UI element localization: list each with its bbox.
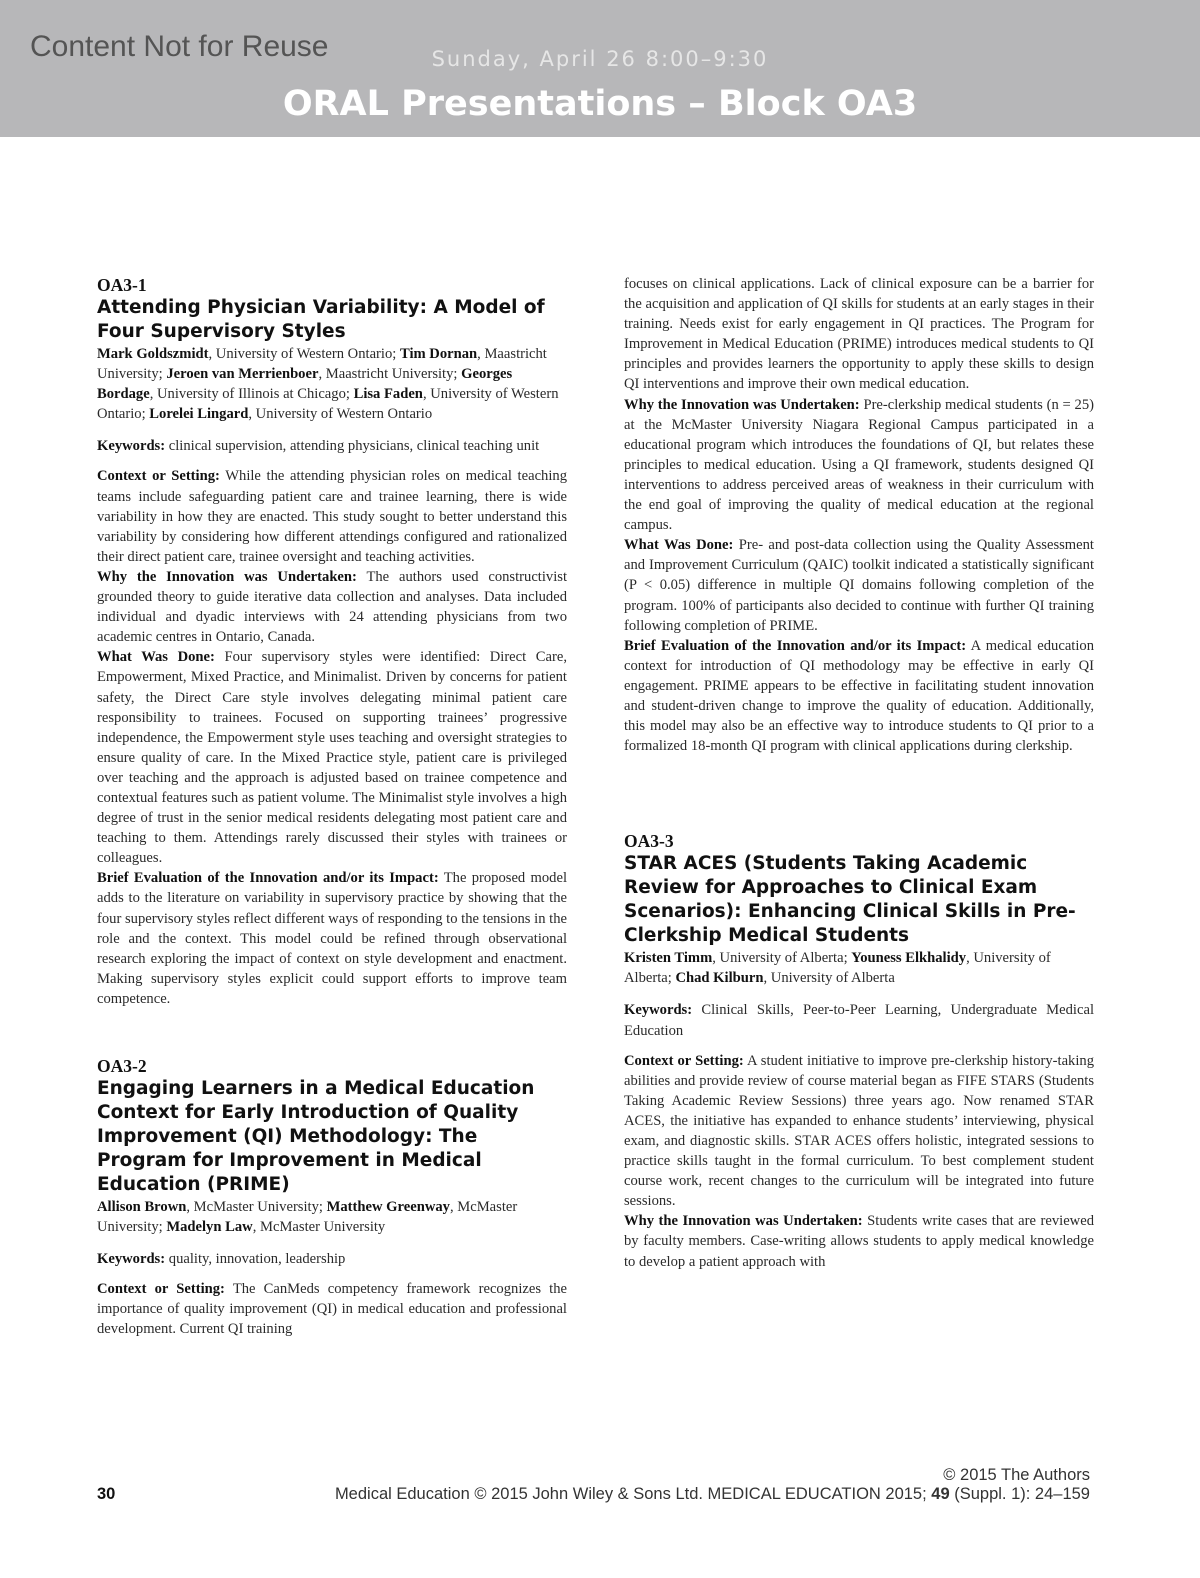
- author-affiliation: , University of Western Ontario;: [208, 346, 400, 362]
- section-label: Why the Innovation was Undertaken:: [97, 568, 357, 585]
- section-text: While the attending physician roles on medical teaching teams include safeguarding patient care and trainee learning, there is wide variability in how they are enacted. This study sought to better understand this variability by considering how different attendings configured and rationalized their direct patient care, trainee oversight and teaching activities.: [97, 468, 567, 565]
- section-text: Pre-clerkship medical students (n = 25) at the McMaster University Niagara Regional Campus participated in a educational program which introduces the foundations of QI, but relates these principles to medical education. Using a QI framework, students designed QI interventions to address perceived areas of weakness in their curriculum with the end goal of improving the quality of medical education at the regional campus.: [624, 396, 1095, 534]
- abstract-oa3-2-continued: [624, 274, 1094, 756]
- footer-volume: 49: [931, 1485, 950, 1503]
- author-affiliation: , University of Western Ontario: [248, 406, 433, 423]
- author-name: Matthew Greenway: [326, 1199, 450, 1215]
- watermark-text: Content Not for Reuse: [30, 30, 329, 63]
- section-text: The CanMeds competency framework recognizes the importance of quality improvement (QI) in medical education and professional development. Current QI training: [97, 1281, 567, 1338]
- keywords-text: Clinical Skills, Peer-to-Peer Learning, Undergraduate Medical Education: [624, 1002, 1094, 1039]
- abstract-oa3-2: [97, 1055, 567, 1340]
- section-label: Context or Setting:: [97, 468, 220, 485]
- keywords-text: quality, innovation, leadership: [168, 1251, 346, 1268]
- left-column: [97, 274, 567, 1340]
- keywords: [97, 436, 567, 456]
- section-text: The proposed model adds to the literature on variability in supervisory practice by showing that the four supervisory styles reflect different ways of responding to the tensions in the role and the context. This model could be refined through observational research exploring the impact of context on style development and enactment. Making supervisory styles explicit could support efforts to improve team competence.: [97, 870, 567, 1007]
- section-label: Context or Setting:: [97, 1281, 225, 1298]
- section-label: Brief Evaluation of the Innovation and/or its Impact:: [624, 637, 967, 654]
- section-text: Four supervisory styles were identified: Direct Care, Empowerment, Mixed Practice, and Minimalist. Driven by concerns for patient safety, the Direct Care style involves delegating minimal patient care responsibility to trainees. Focused on supporting trainees’ progressive independence, the Empowerment style uses teaching and oversight strategies to ensure quality of care. In the Mixed Practice style, patient care is privileged over teaching and the approach is adjusted based on trainee competence and contextual features such as patient volume. The Minimalist style involves a high degree of trust in the senior medical residents delegating most patient care and teaching to them. Attendings rarely discussed their styles with trainees or colleagues.: [97, 649, 567, 867]
- author-name: Tim Dornan: [399, 346, 478, 362]
- abstract-title: Engaging Learners in a Medical Education Context for Early Introduction of Quality Improvement (QI) Methodology: The Program for Improvement in Medical Education (PRIME): [97, 1078, 535, 1195]
- author-affiliation: , University of Illinois at Chicago;: [149, 386, 354, 403]
- author-affiliation: , Maastricht University;: [318, 366, 462, 383]
- section-context: [97, 1279, 567, 1339]
- author-affiliation: , University of Alberta: [763, 970, 895, 987]
- footer-pages: (Suppl. 1): 24–159: [949, 1485, 1090, 1503]
- footer-copyright-authors: © 2015 The Authors: [943, 1466, 1090, 1484]
- abstract-title: STAR ACES (Students Taking Academic Review for Approaches to Clinical Exam Scenarios): Enhancing Clinical Skills in Pre-Clerkship Medical Students: [624, 853, 1076, 947]
- abstract-id: OA3-1: [97, 275, 147, 295]
- section-label: What Was Done:: [97, 649, 215, 666]
- section-text: Pre- and post-data collection using the Quality Assessment and Improvement Curriculum (QAIC) toolkit indicated a statistically significant (P < 0.05) difference in multiple QI domains following completion of the program. 100% of participants also decided to continue with further QI training following completion of PRIME.: [624, 537, 1094, 634]
- header-banner: [0, 0, 1200, 137]
- section-evaluation: [97, 868, 567, 1009]
- keywords-label: Keywords:: [97, 438, 166, 455]
- section-context: [624, 1051, 1094, 1212]
- abstract-title: Attending Physician Variability: A Model of Four Supervisory Styles: [97, 297, 545, 342]
- author-name: Allison Brown: [97, 1199, 187, 1215]
- section-text: The authors used constructivist grounded theory to guide iterative data collection and analyses. Data included individual and dyadic interviews with 24 attending physicians from two academic centres in Ontario, Canada.: [97, 568, 567, 646]
- author-list: [624, 948, 1094, 988]
- author-affiliation: , McMaster University: [252, 1219, 386, 1236]
- footer-citation: [335, 1485, 1090, 1504]
- author-name: Youness Elkhalidy: [851, 950, 967, 967]
- keywords-text: clinical supervision, attending physicians, clinical teaching unit: [168, 438, 540, 455]
- author-affiliation: , University of Alberta;: [712, 950, 852, 967]
- section-label: Why the Innovation was Undertaken:: [624, 396, 860, 413]
- author-affiliation: , University of Western Ontario;: [97, 386, 559, 423]
- abstract-oa3-3: [624, 830, 1094, 1271]
- author-list: [97, 344, 567, 424]
- abstract-id: OA3-3: [624, 831, 674, 852]
- section-text: Students write cases that are reviewed by faculty members. Case-writing allows students to apply medical knowledge to develop a patient approach with: [624, 1213, 1094, 1270]
- section-what: [624, 535, 1094, 635]
- author-name: Lorelei Lingard: [149, 406, 249, 423]
- author-name: Chad Kilburn: [675, 970, 764, 987]
- section-label: Why the Innovation was Undertaken:: [624, 1213, 863, 1230]
- section-evaluation: [624, 636, 1094, 757]
- keywords-label: Keywords:: [97, 1251, 166, 1268]
- author-affiliation: , McMaster University;: [186, 1199, 327, 1215]
- section-label: Context or Setting:: [624, 1052, 744, 1069]
- section-text: A medical education context for introduction of QI methodology may be effective in early QI engagement. PRIME appears to be effective in facilitating student innovation and student-driven change to improve the quality of education. Additionally, this model may also be an effective way to introduce students to QI prior to a formalized 18-month QI program with clinical applications during clerkship.: [624, 637, 1094, 755]
- author-name: Mark Goldszmidt: [97, 346, 209, 362]
- right-column: [624, 274, 1094, 1272]
- page-title: ORAL Presentations – Block OA3: [282, 84, 918, 124]
- section-text: focuses on clinical applications. Lack of clinical exposure can be a barrier for the acquisition and application of QI skills for students at an early stages in their training. Needs exist for early engagement in QI practices. The Program for Improvement in Medical Education (PRIME) introduces medical students to QI principles and provides learners the opportunity to apply these skills to design QI interventions and improve their own medical education.: [624, 276, 1094, 393]
- author-affiliation: , McMaster University;: [97, 1199, 518, 1236]
- keywords-label: Keywords:: [624, 1002, 693, 1019]
- keywords: [624, 1000, 1094, 1040]
- section-why: [624, 395, 1094, 536]
- abstract-oa3-1: [97, 274, 567, 1009]
- section-what: [97, 647, 567, 868]
- section-label: Brief Evaluation of the Innovation and/or its Impact:: [97, 870, 439, 887]
- author-name: Kristen Timm: [624, 950, 713, 967]
- section-context: [97, 466, 567, 566]
- author-name: Madelyn Law: [166, 1219, 253, 1236]
- abstract-id: OA3-2: [97, 1056, 147, 1076]
- section-text: A student initiative to improve pre-clerkship history-taking abilities and provide review of course material began as FIFE STARS (Students Taking Academic Review Sessions) three years ago. Now renamed STAR ACES, the initiative has expanded to enhance students’ interviewing, physical exam, and diagnostic skills. STAR ACES offers holistic, integrated sessions to practice skills taught in the formal curriculum. To best complement student course work, recent changes to the curriculum will be integrated into future sessions.: [624, 1052, 1094, 1210]
- footer-journal: Medical Education © 2015 John Wiley & Sons Ltd. MEDICAL EDUCATION 2015;: [334, 1485, 932, 1503]
- section-label: What Was Done:: [624, 537, 734, 554]
- session-datetime: Sunday, April 26 8:00–9:30: [431, 47, 769, 71]
- author-affiliation: , Maastricht University;: [97, 346, 547, 383]
- section-why: [97, 567, 567, 647]
- keywords: [97, 1249, 567, 1269]
- page-number: 30: [97, 1485, 116, 1503]
- section-why: [624, 1211, 1094, 1271]
- author-list: [97, 1197, 567, 1237]
- author-affiliation: , University of Alberta;: [624, 950, 1051, 987]
- author-name: Georges Bordage: [97, 366, 513, 403]
- author-name: Lisa Faden: [353, 386, 423, 403]
- section-context-continued: [624, 274, 1094, 395]
- author-name: Jeroen van Merrienboer: [166, 366, 319, 383]
